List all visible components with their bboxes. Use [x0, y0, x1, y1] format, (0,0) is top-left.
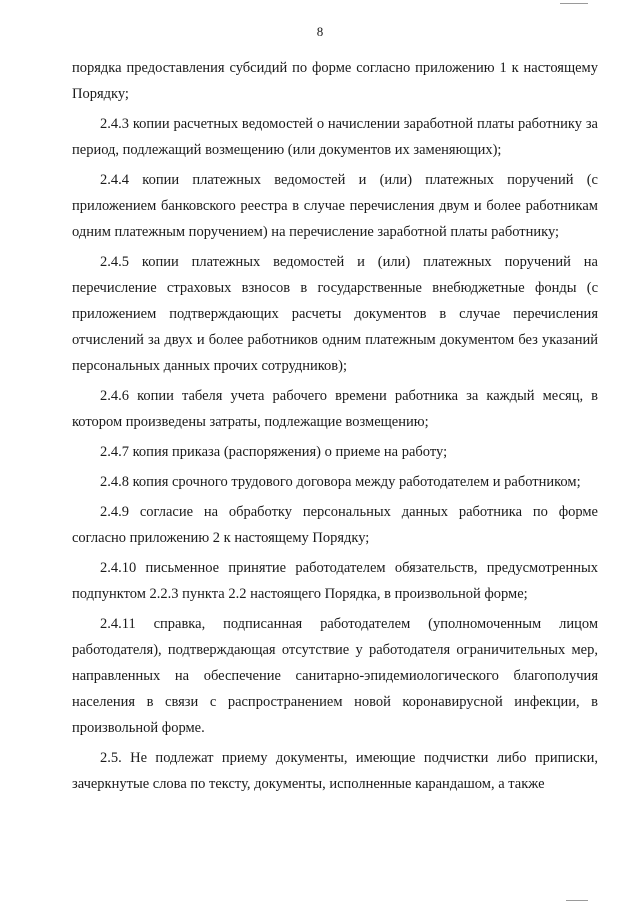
document-body [72, 55, 598, 801]
paragraph-2-4-7: 2.4.7 копия приказа (распоряжения) о приеме на работу; [100, 444, 448, 460]
paragraph-2-4-5: 2.4.5 копии платежных ведомостей и (или) платежных поручений на перечисление страховых взносов в государственные внебюджетные фонды (с приложением подтверждающих расчеты документов в случае перечисления отчислений за двух и более работников одним платежным документом без указаний персональных данных прочих сотрудников); [72, 254, 598, 374]
paragraph-2-4-9: 2.4.9 согласие на обработку персональных данных работника по форме согласно приложению 2 к настоящему Порядку; [72, 504, 598, 546]
paragraph-2-4-4: 2.4.4 копии платежных ведомостей и (или) платежных поручений (с приложением банковского реестра в случае перечисления двум и более работникам одним платежным поручением) на перечисление заработной платы работнику; [72, 172, 598, 240]
page-number: 8 [316, 24, 324, 39]
scan-mark-bottom [566, 900, 588, 901]
paragraph-2-4-8: 2.4.8 копия срочного трудового договора между работодателем и работником; [100, 474, 581, 490]
paragraph-2-4-10: 2.4.10 письменное принятие работодателем обязательств, предусмотренных подпунктом 2.2.3 пункта 2.2 настоящего Порядка, в произвольной форме; [72, 560, 598, 602]
paragraph-2-5: 2.5. Не подлежат приему документы, имеющие подчистки либо приписки, зачеркнутые слова по тексту, документы, исполненные карандашом, а также [72, 750, 598, 792]
paragraph-1: порядка предоставления субсидий по форме согласно приложению 1 к настоящему Порядку; [72, 60, 598, 102]
paragraph-2-4-3: 2.4.3 копии расчетных ведомостей о начислении заработной платы работнику за период, подлежащий возмещению (или документов их заменяющих); [72, 116, 598, 158]
scan-mark-top [560, 3, 588, 4]
paragraph-2-4-11: 2.4.11 справка, подписанная работодателем (уполномоченным лицом работодателя), подтверждающая отсутствие у работодателя ограничительных мер, направленных на обеспечение санитарно-эпидемиологического благополучия населения в связи с распространением новой коронавирусной инфекции, в произвольной форме. [72, 616, 598, 736]
paragraph-2-4-6: 2.4.6 копии табеля учета рабочего времени работника за каждый месяц, в котором произведены затраты, подлежащие возмещению; [72, 388, 598, 430]
